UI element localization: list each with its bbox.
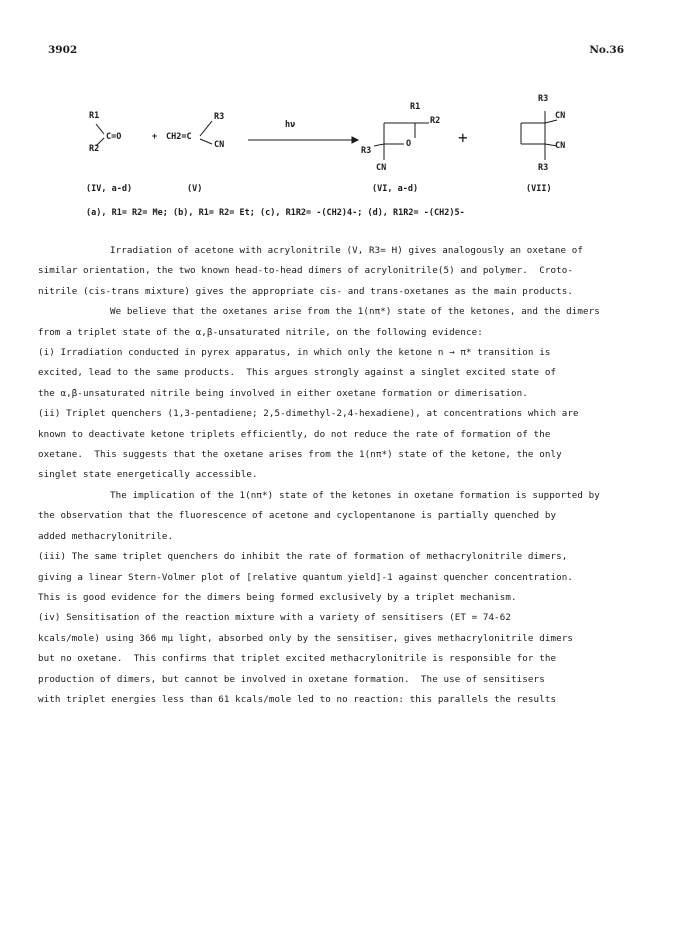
paragraph-line: excited, lead to the same products. This argues strongly against a singlet excited state of — [38, 367, 557, 379]
ketone-r2: R2 — [89, 144, 100, 154]
paragraph-line: Irradiation of acetone with acrylonitrile (V, R3= H) gives analogously an oxetane of — [110, 245, 584, 256]
plus-sign-2: + — [458, 128, 468, 147]
dimer-r3-bottom: R3 — [538, 163, 549, 173]
reaction-scheme — [0, 88, 680, 248]
journal-number: No.36 — [589, 44, 624, 56]
page-number: 3902 — [48, 44, 78, 56]
paragraph-line: known to deactivate ketone triplets efficiently, do not reduce the rate of formation of the — [38, 428, 551, 440]
paragraph-line: This is good evidence for the dimers being formed exclusively by a triplet mechanism. — [38, 591, 517, 603]
alkene-label: CH2=C — [166, 132, 192, 142]
alkene-cn: CN — [214, 140, 225, 150]
paragraph-line: oxetane. This suggests that the oxetane arises from the 1(nπ*) state of the ketone, the only — [38, 449, 562, 461]
paragraph-line: giving a linear Stern-Volmer plot of [relative quantum yield]-1 against quencher concentration. — [38, 571, 573, 583]
paragraph-line: nitrile (cis-trans mixture) gives the appropriate cis- and trans-oxetanes as the main products. — [38, 285, 573, 297]
paragraph-line: singlet state energetically accessible. — [38, 469, 258, 481]
oxetane-r2: R2 — [430, 116, 441, 126]
paragraph-line: We believe that the oxetanes arise from the 1(nπ*) state of the ketones, and the dimers — [110, 306, 600, 318]
oxetane-r3: R3 — [361, 146, 372, 156]
paragraph-line: the observation that the fluorescence of acetone and cyclopentanone is partially quenched by — [38, 510, 557, 522]
paragraph-line: added methacrylonitrile. — [38, 530, 174, 542]
dimer-cn-top: CN — [555, 111, 566, 121]
scheme-bonds — [0, 88, 680, 248]
paragraph-line: (i) Irradiation conducted in pyrex apparatus, in which only the ketone n → π* transition is — [38, 347, 551, 359]
paragraph-line: from a triplet state of the α,β-unsaturated nitrile, on the following evidence: — [38, 326, 483, 338]
carbonyl-label: C=O — [106, 132, 122, 142]
label-iv: (IV, a-d) — [86, 184, 133, 194]
dimer-r3-top: R3 — [538, 94, 549, 104]
oxetane-oxygen: O — [406, 139, 412, 149]
paragraph-line: (ii) Triplet quenchers (1,3-pentadiene; 2,5-dimethyl-2,4-hexadiene), at concentrations which are — [38, 408, 579, 420]
hv-label: hν — [285, 120, 296, 130]
paragraph-line: production of dimers, but cannot be involved in oxetane formation. The use of sensitisers — [38, 673, 545, 685]
substituent-variants: (a), R1= R2= Me; (b), R1= R2= Et; (c), R1R2= -(CH2)4-; (d), R1R2= -(CH2)5- — [86, 208, 465, 218]
paragraph-line: but no oxetane. This confirms that triplet excited methacrylonitrile is responsible for the — [38, 653, 557, 665]
alkene-r3: R3 — [214, 112, 225, 122]
label-vi: (VI, a-d) — [372, 184, 419, 194]
dimer-cn-right: CN — [555, 141, 566, 151]
paragraph-line: the α,β-unsaturated nitrile being involved in either oxetane formation or dimerisation. — [38, 387, 528, 399]
paragraph-line: similar orientation, the two known head-to-head dimers of acrylonitrile(5) and polymer. Croto- — [38, 265, 573, 277]
paragraph-line: The implication of the 1(nπ*) state of the ketones in oxetane formation is supported by — [110, 489, 600, 501]
article-body — [38, 241, 646, 710]
paragraph-line: (iii) The same triplet quenchers do inhibit the rate of formation of methacrylonitrile dimers, — [38, 551, 568, 563]
paragraph-line: kcals/mole) using 366 mμ light, absorbed only by the sensitiser, gives methacrylonitrile dimers — [38, 632, 573, 644]
ketone-r1: R1 — [89, 111, 100, 121]
oxetane-r1: R1 — [410, 102, 421, 112]
label-v: (V) — [187, 184, 203, 194]
paragraph-line: (iv) Sensitisation of the reaction mixture with a variety of sensitisers (ET = 74-62 — [38, 612, 512, 624]
oxetane-cn: CN — [376, 163, 387, 173]
label-vii: (VII) — [526, 184, 552, 194]
paragraph-line: with triplet energies less than 61 kcals/mole led to no reaction: this parallels the results — [38, 693, 557, 705]
plus-sign: + — [152, 132, 158, 142]
